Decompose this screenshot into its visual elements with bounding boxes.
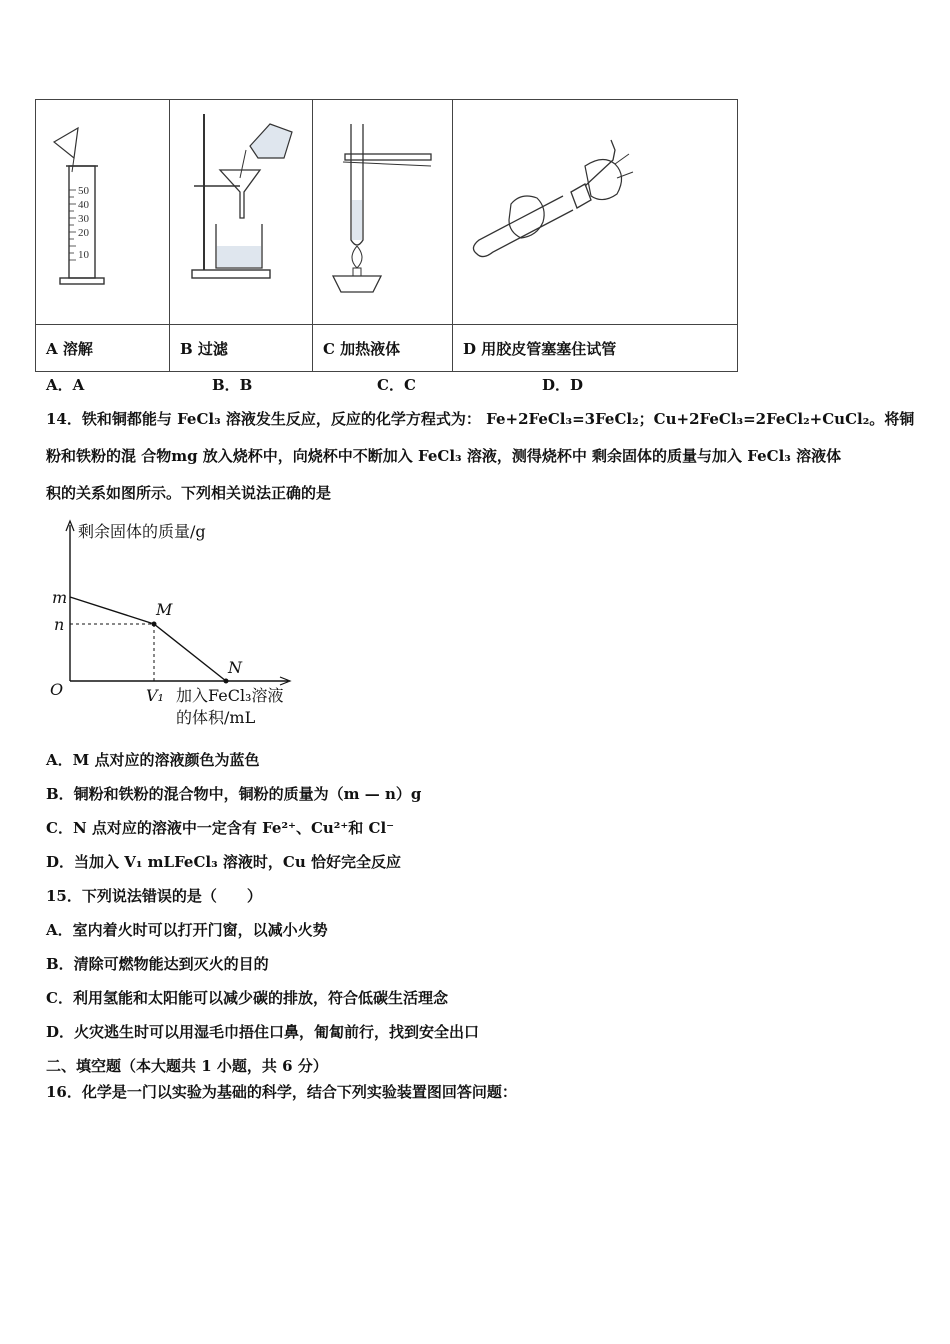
- y-label-m: m: [52, 588, 68, 607]
- hand-stopper-icon: [453, 100, 737, 320]
- q13-option-c: C．C: [377, 376, 416, 394]
- q14-stem-line1: 14．铁和铜都能与 FeCl₃ 溶液发生反应，反应的化学方程式为： Fe+2FeCl₃=3FeCl₂；Cu+2FeCl₃=2FeCl₂+CuCl₂。将铜: [46, 410, 915, 428]
- cylinder-mark: 10: [78, 249, 89, 261]
- section-heading: 二、填空题（本大题共 1 小题，共 6 分）: [46, 1057, 328, 1075]
- y-label-n: n: [54, 615, 65, 634]
- q13-option-a: A．A: [46, 376, 85, 394]
- q14-option-c: C．N 点对应的溶液中一定含有 Fe²⁺、Cu²⁺和 Cl⁻: [46, 819, 395, 837]
- heating-image-cell: [313, 100, 453, 325]
- point-m: [152, 622, 157, 627]
- filtration-image-cell: [170, 100, 313, 325]
- filtration-apparatus-icon: [170, 100, 312, 320]
- graduated-cylinder-icon: [36, 100, 169, 320]
- caption-c: C 加热液体: [313, 325, 453, 372]
- x-axis-label-2: 的体积/mL: [176, 708, 256, 727]
- x-axis-label-1: 加入FeCl₃溶液: [176, 686, 284, 705]
- cylinder-mark: 40: [78, 199, 89, 211]
- q14-option-d: D．当加入 V₁ mLFeCl₃ 溶液时，Cu 恰好完全反应: [46, 853, 401, 871]
- label-N: N: [228, 658, 242, 677]
- segment-m-to-M: [70, 597, 154, 624]
- y-axis-label: 剩余固体的质量/g: [78, 522, 206, 541]
- q14-option-b: B．铜粉和铁粉的混合物中，铜粉的质量为（m — n）g: [46, 785, 422, 803]
- q13-option-b: B．B: [212, 376, 253, 394]
- q15-stem: 15．下列说法错误的是（ ）: [46, 887, 262, 905]
- stopper-image-cell: [453, 100, 738, 325]
- q15-option-d: D．火灾逃生时可以用湿毛巾捂住口鼻，匍匐前行，找到安全出口: [46, 1023, 480, 1041]
- segment-M-to-N: [154, 624, 226, 681]
- q15-option-c: C．利用氢能和太阳能可以减少碳的排放，符合低碳生活理念: [46, 989, 448, 1007]
- q15-option-b: B．清除可燃物能达到灭火的目的: [46, 955, 269, 973]
- caption-a: A 溶解: [36, 325, 170, 372]
- q13-option-d: D．D: [542, 376, 584, 394]
- mass-volume-graph: [48, 515, 318, 735]
- point-n: [224, 679, 229, 684]
- origin-label: O: [50, 680, 64, 699]
- q16-stem: 16．化学是一门以实验为基础的科学，结合下列实验装置图回答问题：: [46, 1083, 517, 1101]
- caption-d: D 用胶皮管塞塞住试管: [453, 325, 738, 372]
- label-M: M: [156, 600, 173, 619]
- cylinder-mark: 30: [78, 213, 89, 225]
- q14-stem-line2: 粉和铁粉的混 合物mg 放入烧杯中，向烧杯中不断加入 FeCl₃ 溶液，测得烧杯中 剩余固体的质量与加入 FeCl₃ 溶液体: [46, 447, 842, 465]
- experiment-table: [35, 99, 738, 372]
- q14-option-a: A．M 点对应的溶液颜色为蓝色: [46, 751, 260, 769]
- x-label-v1: V₁: [146, 686, 164, 705]
- cylinder-mark: 20: [78, 227, 89, 239]
- cylinder-mark: 50: [78, 185, 89, 197]
- caption-b: B 过滤: [170, 325, 313, 372]
- q15-option-a: A．室内着火时可以打开门窗，以减小火势: [46, 921, 328, 939]
- cylinder-image-cell: [36, 100, 170, 325]
- test-tube-heating-icon: [313, 100, 452, 320]
- q14-stem-line3: 积的关系如图所示。下列相关说法正确的是: [46, 484, 332, 502]
